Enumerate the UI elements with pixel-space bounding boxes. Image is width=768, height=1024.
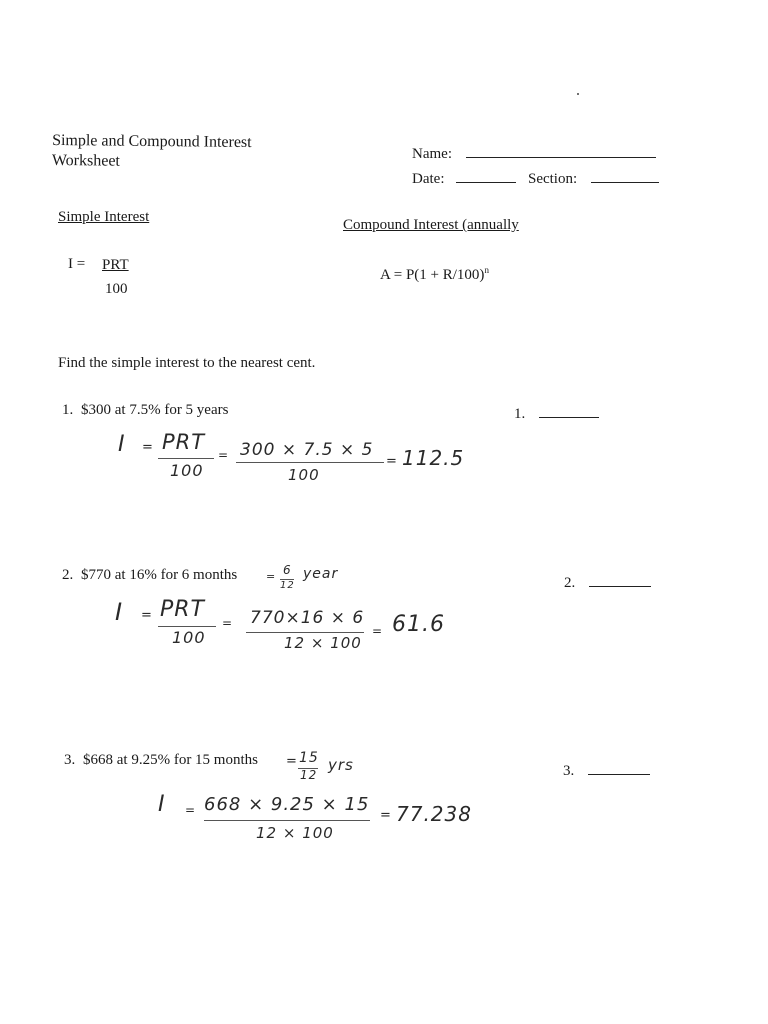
section-blank[interactable] [591,181,659,183]
problem-number: 1. [62,402,74,418]
work-denominator: 12 × 100 [256,824,334,842]
date-label: Date: [412,171,445,187]
work-equals: = [141,608,153,623]
answer-label: 1. [514,406,526,422]
work-numerator: PRT [162,430,206,454]
time-denominator: 12 [280,580,295,591]
problem-1-statement [62,402,228,419]
answer-label: 2. [564,575,576,591]
section-label: Section: [527,171,578,187]
work-equals: = [185,803,197,817]
name-row [412,146,656,163]
work-denominator: 100 [172,628,206,647]
simple-formula-numerator: PRT [102,257,129,273]
work-substituted-numerator: 300 × 7.5 × 5 [240,440,374,460]
problem-number: 3. [64,752,76,768]
simple-formula-denominator: 100 [105,281,128,297]
work-denominator: 100 [170,461,204,480]
problem-text: $668 at 9.25% for 15 months [83,752,258,768]
work-equals: = [222,616,234,630]
answer-3-blank[interactable] [588,773,650,775]
time-numerator: 15 [299,750,319,766]
simple-formula-lhs: I = [68,256,86,272]
instructions: Find the simple interest to the nearest cent. [58,355,316,371]
time-equals: = [286,754,298,769]
work-substituted-denominator: 100 [288,466,320,484]
problem-3-statement [64,752,258,769]
work-equals: = [142,440,154,455]
simple-interest-heading: Simple Interest [58,209,150,225]
time-unit: yrs [328,756,354,774]
answer-3-row [563,763,650,780]
problem-text: $300 at 7.5% for 5 years [81,402,229,418]
work-lhs: I [158,792,166,817]
name-blank[interactable] [466,156,656,158]
compound-formula-exponent: n [484,265,489,275]
work-equals: = [380,808,392,823]
compound-interest-heading: Compound Interest (annually [343,217,519,233]
scan-speck [577,93,579,95]
name-label: Name: [412,146,452,162]
work-equals: = [386,454,398,469]
work-result: 112.5 [402,446,465,470]
answer-1-row [514,406,599,423]
time-equals: = [266,570,277,583]
answer-label: 3. [563,763,575,779]
answer-2-blank[interactable] [589,585,651,587]
work-substituted-denominator: 12 × 100 [284,634,362,652]
time-unit: year [303,566,339,582]
work-result: 77.238 [396,802,472,826]
fraction-bar [204,820,370,821]
problem-text: $770 at 16% for 6 months [81,567,238,583]
date-section-row [412,171,659,188]
fraction-bar [158,626,216,627]
fraction-bar [246,632,364,633]
date-blank[interactable] [456,181,516,183]
work-result: 61.6 [392,612,445,637]
problem-number: 2. [62,567,74,583]
work-lhs: I [118,432,126,457]
worksheet-title [52,132,252,172]
work-numerator: 668 × 9.25 × 15 [204,794,370,815]
answer-2-row [564,575,651,592]
work-equals: = [218,448,230,462]
work-substituted-numerator: 770×16 × 6 [250,608,365,628]
title-line-1: Simple and Compound Interest [52,131,252,152]
work-numerator: PRT [160,597,205,622]
problem-2-statement [62,567,237,584]
work-equals: = [372,624,384,638]
fraction-bar [158,458,214,459]
time-numerator: 6 [283,563,292,577]
compound-formula [380,265,489,284]
time-denominator: 12 [300,768,318,782]
compound-formula-base: A = P(1 + R/100) [380,267,485,283]
fraction-bar [236,462,384,463]
title-line-2: Worksheet [51,151,121,170]
work-lhs: I [115,598,124,626]
answer-1-blank[interactable] [539,416,599,418]
